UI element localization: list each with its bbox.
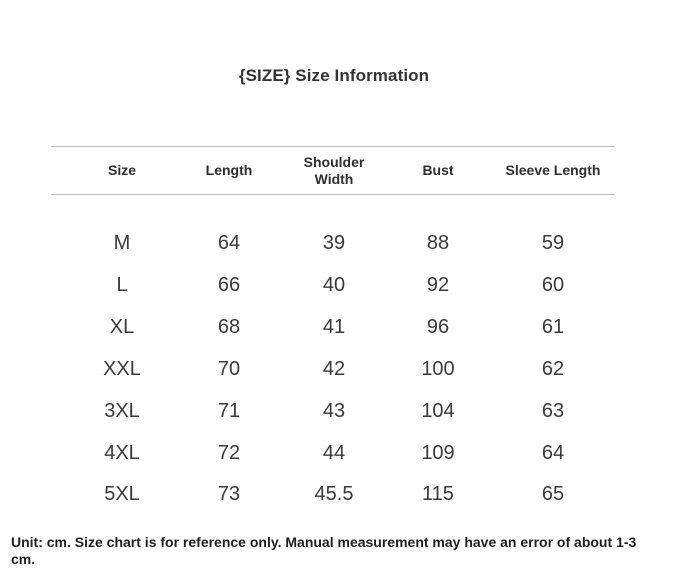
cell-length: 66 xyxy=(217,273,241,296)
table-row xyxy=(0,390,681,432)
cell-size: 3XL xyxy=(104,399,140,422)
cell-shoulder-width: 40 xyxy=(322,273,346,296)
header-sleeve-length: Sleeve Length xyxy=(505,162,601,178)
cell-length: 73 xyxy=(217,482,241,505)
cell-shoulder-width: 42 xyxy=(322,357,346,380)
table-row xyxy=(0,473,681,515)
cell-bust: 92 xyxy=(426,273,450,296)
cell-bust: 115 xyxy=(422,482,454,505)
cell-sleeve-length: 62 xyxy=(541,357,565,380)
cell-sleeve-length: 63 xyxy=(541,399,565,422)
cell-sleeve-length: 59 xyxy=(541,231,565,254)
header-shoulder-width xyxy=(284,147,384,194)
header-length: Length xyxy=(205,162,253,178)
cell-length: 64 xyxy=(217,231,241,254)
cell-shoulder-width: 43 xyxy=(322,399,346,422)
cell-sleeve-length: 60 xyxy=(541,273,565,296)
table-header-row xyxy=(0,147,681,194)
table-header-rule xyxy=(51,194,615,195)
table-row xyxy=(0,432,681,474)
cell-shoulder-width: 45.5 xyxy=(314,482,354,505)
table-row xyxy=(0,264,681,306)
cell-bust: 104 xyxy=(421,399,455,422)
cell-size: 4XL xyxy=(104,441,140,464)
table-row xyxy=(0,348,681,390)
cell-sleeve-length: 64 xyxy=(541,441,565,464)
cell-size: L xyxy=(116,273,128,296)
table-row xyxy=(0,222,681,264)
cell-size: M xyxy=(113,231,131,254)
table-row xyxy=(0,306,681,348)
cell-shoulder-width: 41 xyxy=(322,315,346,338)
header-size: Size xyxy=(107,162,136,178)
cell-bust: 100 xyxy=(421,357,455,380)
cell-shoulder-width: 39 xyxy=(322,231,346,254)
header-shoulder-line2: Width xyxy=(314,170,354,187)
header-bust: Bust xyxy=(422,162,454,178)
header-shoulder-line1: Shoulder xyxy=(303,153,365,170)
cell-size: 5XL xyxy=(104,482,140,505)
cell-length: 70 xyxy=(217,357,241,380)
cell-sleeve-length: 65 xyxy=(541,482,565,505)
cell-shoulder-width: 44 xyxy=(322,441,346,464)
cell-bust: 88 xyxy=(426,231,450,254)
cell-size: XL xyxy=(109,315,135,338)
cell-length: 72 xyxy=(217,441,241,464)
cell-bust: 96 xyxy=(426,315,450,338)
page-title: {SIZE} Size Information xyxy=(238,66,430,85)
cell-bust: 109 xyxy=(421,441,455,464)
measurement-note: Unit: cm. Size chart is for reference only. Manual measurement may have an error of about 1-3 cm. xyxy=(11,534,637,567)
cell-length: 68 xyxy=(217,315,241,338)
cell-length: 71 xyxy=(217,399,241,422)
cell-sleeve-length: 61 xyxy=(541,315,565,338)
cell-size: XXL xyxy=(103,357,141,380)
